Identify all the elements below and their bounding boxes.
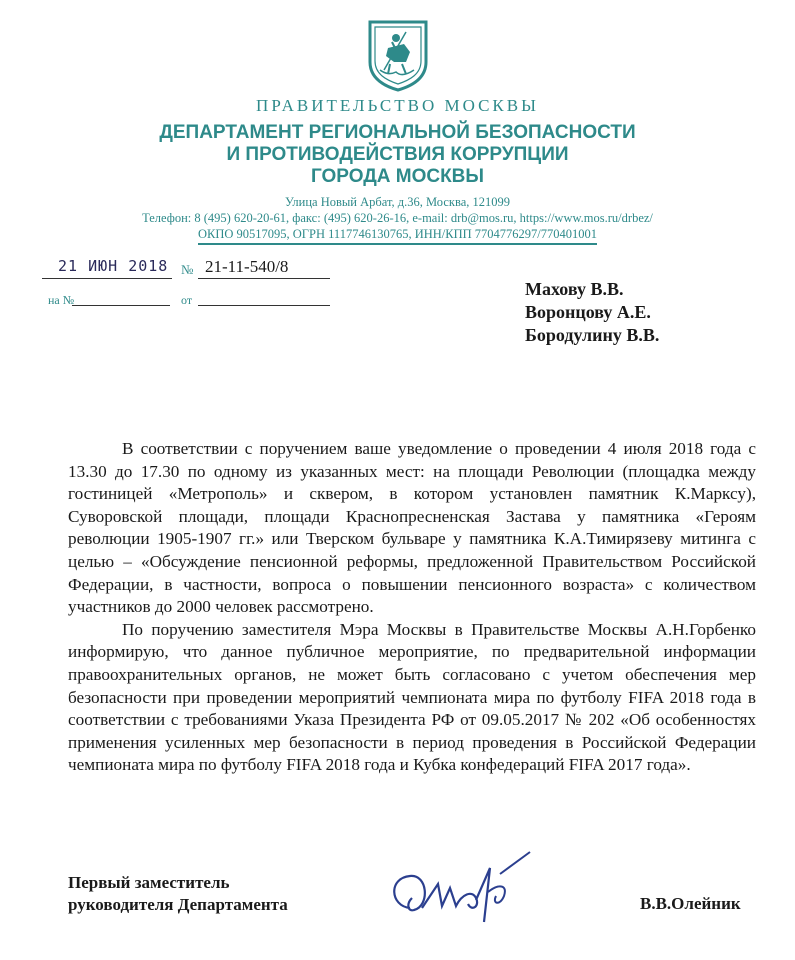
- reference-number-label: на №: [48, 293, 75, 307]
- address: Улица Новый Арбат, д.36, Москва, 121099: [284, 195, 510, 209]
- recipients-block: [525, 278, 659, 347]
- signatory-title-line-2: руководителя Департамента: [68, 895, 288, 914]
- body-paragraph-1: В соответствии с поручением ваше уведомление о проведении 4 июля 2018 года с 13.30 до 17.30 по одному из указанных мест: на площади Революции (площадка между гостиницей «Метрополь» и сквером, в котором установлен памятник К.Марксу), Суворовской площади, площади Краснопресненская Застава у памятника «Героям революции 1905-1907 гг.» или Тверском бульваре у памятника К.А.Тимирязеву митинга с целью – «Обсуждение пенсионной реформы, предложенной Правительством Российской Федерации, в частности, вопроса о повышении пенсионного возраста» с количеством участников до 2000 человек рассмотрено.: [68, 439, 756, 617]
- date-stamp: 21 ИЮН 2018: [58, 257, 169, 275]
- phones-line: Телефон: 8 (495) 620-20-61, факс: (495) 620-26-16, e-mail: drb@mos.ru, https://www.mos.ru/drbez/: [142, 211, 653, 225]
- number-label: №: [181, 262, 194, 277]
- department-line-1: ДЕПАРТАМЕНТ РЕГИОНАЛЬНОЙ БЕЗОПАСНОСТИ: [159, 122, 636, 143]
- reference-date-underline: [198, 305, 330, 306]
- body-paragraph-2: По поручению заместителя Мэра Москвы в Правительстве Москвы А.Н.Горбенко информирую, что данное публичное мероприятие, по предварительной информации правоохранительных органов, не может быть согласовано с учетом обеспечения мер безопасности при проведении мероприятий чемпионата мира по футболу FIFA 2018 года в соответствии с требованиями Указа Президента РФ от 09.05.2017 № 202 «Об особенностях применения усиленных мер безопасности в период проведения в Российской Федерации чемпионата мира по футболу FIFA 2018 года и Кубка конфедераций FIFA 2017 года».: [68, 619, 756, 775]
- department-title: [0, 122, 795, 188]
- department-line-3: ГОРОДА МОСКВЫ: [310, 166, 485, 187]
- number-underline: [198, 278, 330, 279]
- recipient-2: Воронцову А.Е.: [525, 302, 651, 322]
- moscow-coat-of-arms-icon: [366, 18, 430, 92]
- document-number: 21-11-540/8: [205, 257, 289, 276]
- registration-codes: ОКПО 90517095, ОГРН 1117746130765, ИНН/КПП 7704776297/770401001: [198, 226, 597, 245]
- government-title: ПРАВИТЕЛЬСТВО МОСКВЫ: [256, 96, 539, 115]
- recipient-3: Бородулину В.В.: [525, 325, 660, 345]
- signatory-title: [68, 872, 288, 916]
- letter-body: [68, 438, 756, 777]
- handwritten-signature: [380, 848, 540, 928]
- reference-number-underline: [72, 305, 170, 306]
- signer-name: В.В.Олейник: [640, 894, 741, 913]
- department-line-2: И ПРОТИВОДЕЙСТВИЯ КОРРУПЦИИ: [226, 144, 569, 165]
- reference-date-label: от: [181, 293, 193, 307]
- date-underline: [42, 278, 172, 279]
- recipient-1: Махову В.В.: [525, 279, 624, 299]
- signatory-title-line-1: Первый заместитель: [68, 873, 230, 892]
- contact-info: [0, 194, 795, 245]
